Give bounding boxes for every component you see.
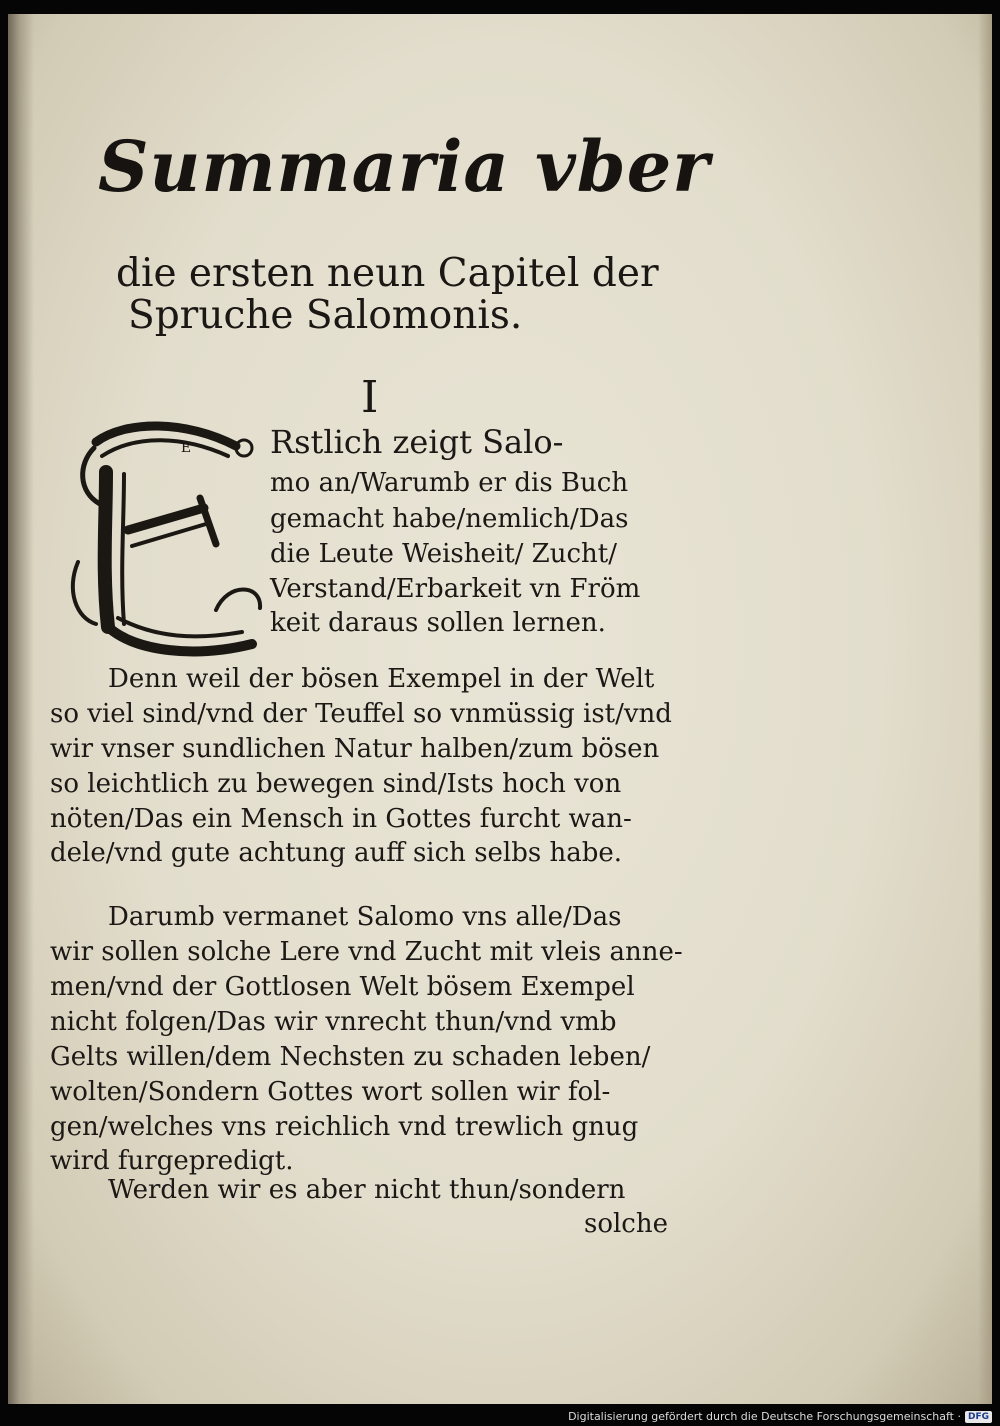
page-title: Summaria vber — [98, 125, 711, 208]
text-line: men/vnd der Gottlosen Welt bösem Exempel — [50, 972, 635, 1002]
text-line: gemacht habe/nemlich/Das — [270, 504, 629, 534]
dfg-logo: DFG — [965, 1411, 992, 1423]
text-line: Werden wir es aber nicht thun/sondern — [108, 1175, 626, 1205]
text-line: Gelts willen/dem Nechsten zu schaden leben/ — [50, 1042, 651, 1072]
text-line: Darumb vermanet Salomo vns alle/Das — [108, 902, 622, 932]
text-line: Denn weil der bösen Exempel in der Welt — [108, 664, 655, 694]
text-line: so leichtlich zu bewegen sind/Ists hoch von — [50, 769, 622, 799]
text-line: nöten/Das ein Mensch in Gottes furcht wan- — [50, 804, 632, 834]
decorated-initial-e — [66, 412, 266, 667]
text-line: Verstand/Erbarkeit vn Fröm — [270, 574, 641, 604]
subtitle-line-2: Spruche Salomonis. — [128, 293, 523, 338]
catchword: solche — [584, 1209, 669, 1239]
text-line: wolten/Sondern Gottes wort sollen wir fol- — [50, 1077, 611, 1107]
text-line: dele/vnd gute achtung auff sich selbs habe. — [50, 838, 623, 868]
text-line: wir vnser sundlichen Natur halben/zum bösen — [50, 734, 660, 764]
initial-letter: E — [180, 440, 192, 456]
credit-text: Digitalisierung gefördert durch die Deutsche Forschungsgemeinschaft · — [568, 1410, 961, 1423]
page-edge — [978, 14, 992, 1404]
text-line: gen/welches vns reichlich vnd trewlich gnug — [50, 1112, 639, 1142]
chapter-number: I — [361, 372, 379, 423]
page-gutter — [8, 14, 34, 1404]
text-line: wird furgepredigt. — [50, 1146, 294, 1176]
text-line: wir sollen solche Lere vnd Zucht mit vleis anne- — [50, 937, 683, 967]
text-line: Rstlich zeigt Salo- — [270, 423, 564, 461]
text-line: mo an/Warumb er dis Buch — [270, 468, 629, 498]
text-line: die Leute Weisheit/ Zucht/ — [270, 539, 618, 569]
text-line: keit daraus sollen lernen. — [270, 608, 606, 638]
digitization-credit — [568, 1410, 992, 1423]
book-page — [8, 14, 992, 1404]
text-line: nicht folgen/Das wir vnrecht thun/vnd vmb — [50, 1007, 617, 1037]
text-line: so viel sind/vnd der Teuffel so vnmüssig ist/vnd — [50, 699, 672, 729]
subtitle-line-1: die ersten neun Capitel der — [116, 251, 659, 296]
